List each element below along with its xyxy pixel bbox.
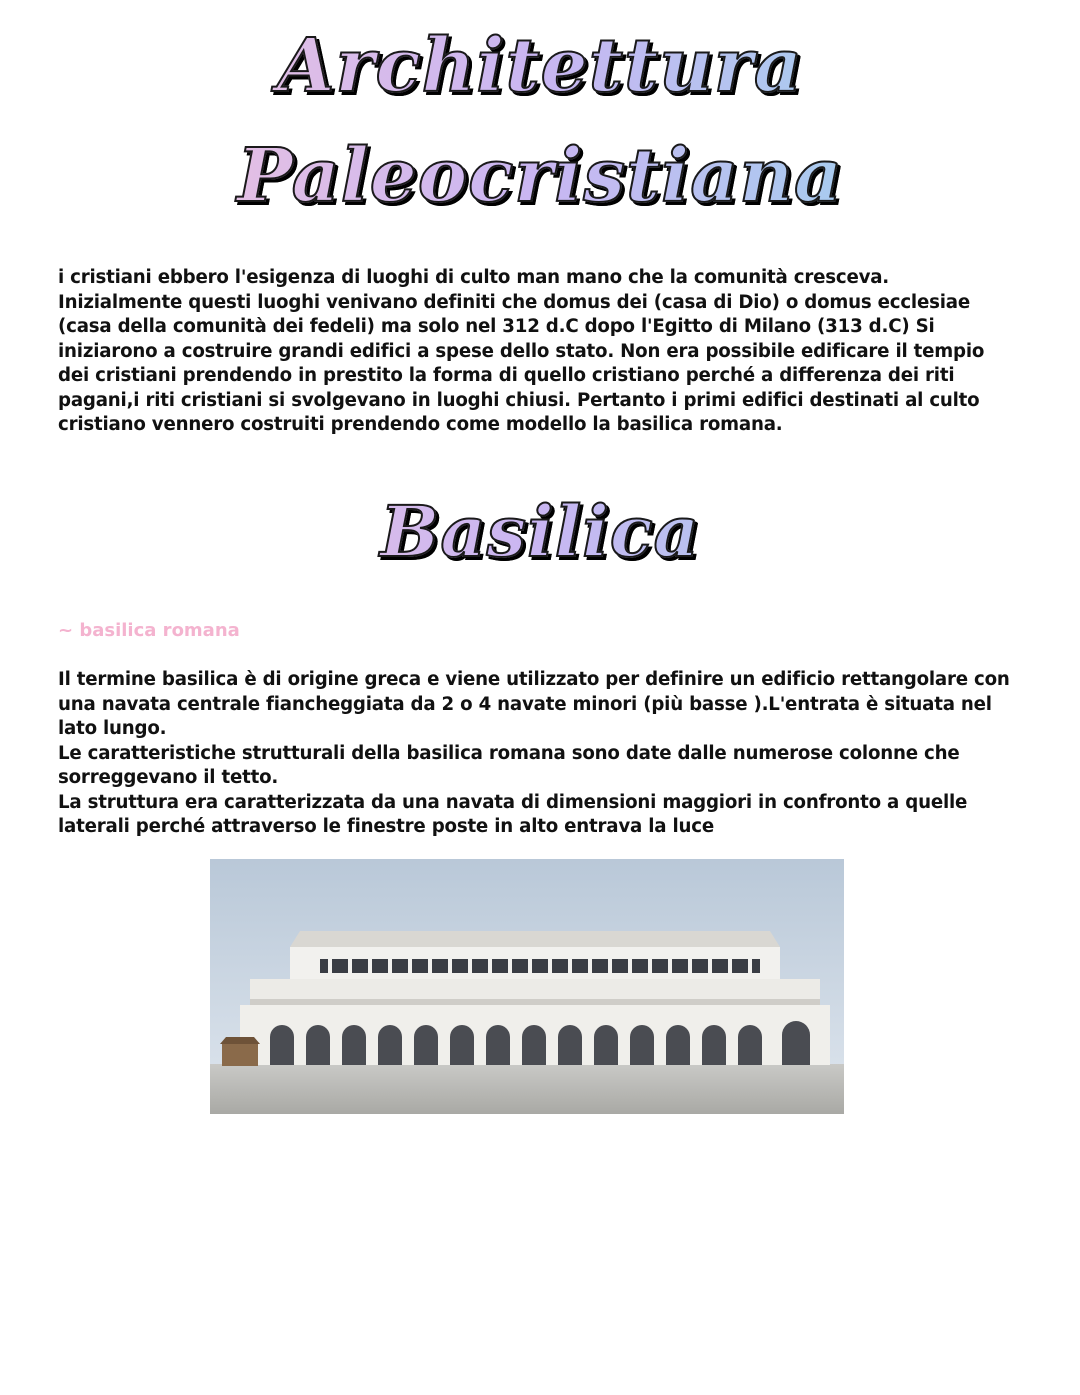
basilica-line: Il termine basilica è di origine greca e viene utilizzato per definire un edificio rettangolare con (58, 669, 1010, 690)
basilica-line: lato lungo. (58, 718, 167, 739)
basilica-line: La struttura era caratterizzata da una navata di dimensioni maggiori in confronto a quelle (58, 791, 968, 813)
intro-line: pagani,i riti cristiani si svolgevano in luoghi chiusi. Pertanto i primi edifici destinati al culto (58, 389, 980, 411)
basilica-line: sorreggevano il tetto. (58, 767, 279, 788)
basilica-line: una navata centrale fiancheggiata da 2 o 4 navate minori (più basse ).L'entrata è situata nel (58, 693, 992, 715)
intro-line: (casa della comunità dei fedeli) ma solo nel 312 d.C dopo l'Egitto di Milano (313 d.C) Si (58, 316, 935, 337)
basilica-line: Le caratteristiche strutturali della basilica romana sono date dalle numerose colonne che (58, 742, 960, 764)
intro-line: dei cristiani prendendo in prestito la forma di quello cristiano perché a differenza dei riti (58, 365, 955, 386)
intro-paragraph (58, 266, 1048, 438)
subheading-basilica-romana: ~ basilica romana (58, 620, 240, 641)
basilica-rendering-image (210, 859, 844, 1114)
intro-line: iniziarono a costruire grandi edifici a spese dello stato. Non era possibile edificare il tempio (58, 340, 985, 362)
intro-line: cristiano vennero costruiti prendendo come modello la basilica romana. (58, 414, 783, 435)
page-title-line2: Paleocristiana (0, 128, 1080, 224)
basilica-line: laterali perché attraverso le finestre poste in alto entrava la luce (58, 816, 714, 837)
intro-line: Inizialmente questi luoghi venivano definiti che domus dei (casa di Dio) o domus ecclesiae (58, 291, 970, 313)
section-title-basilica: Basilica (0, 486, 1080, 578)
intro-line: i cristiani ebbero l'esigenza di luoghi di culto man mano che la comunità cresceva. (58, 267, 890, 288)
basilica-paragraph (58, 668, 1048, 840)
page-title-line1: Architettura (0, 18, 1080, 114)
